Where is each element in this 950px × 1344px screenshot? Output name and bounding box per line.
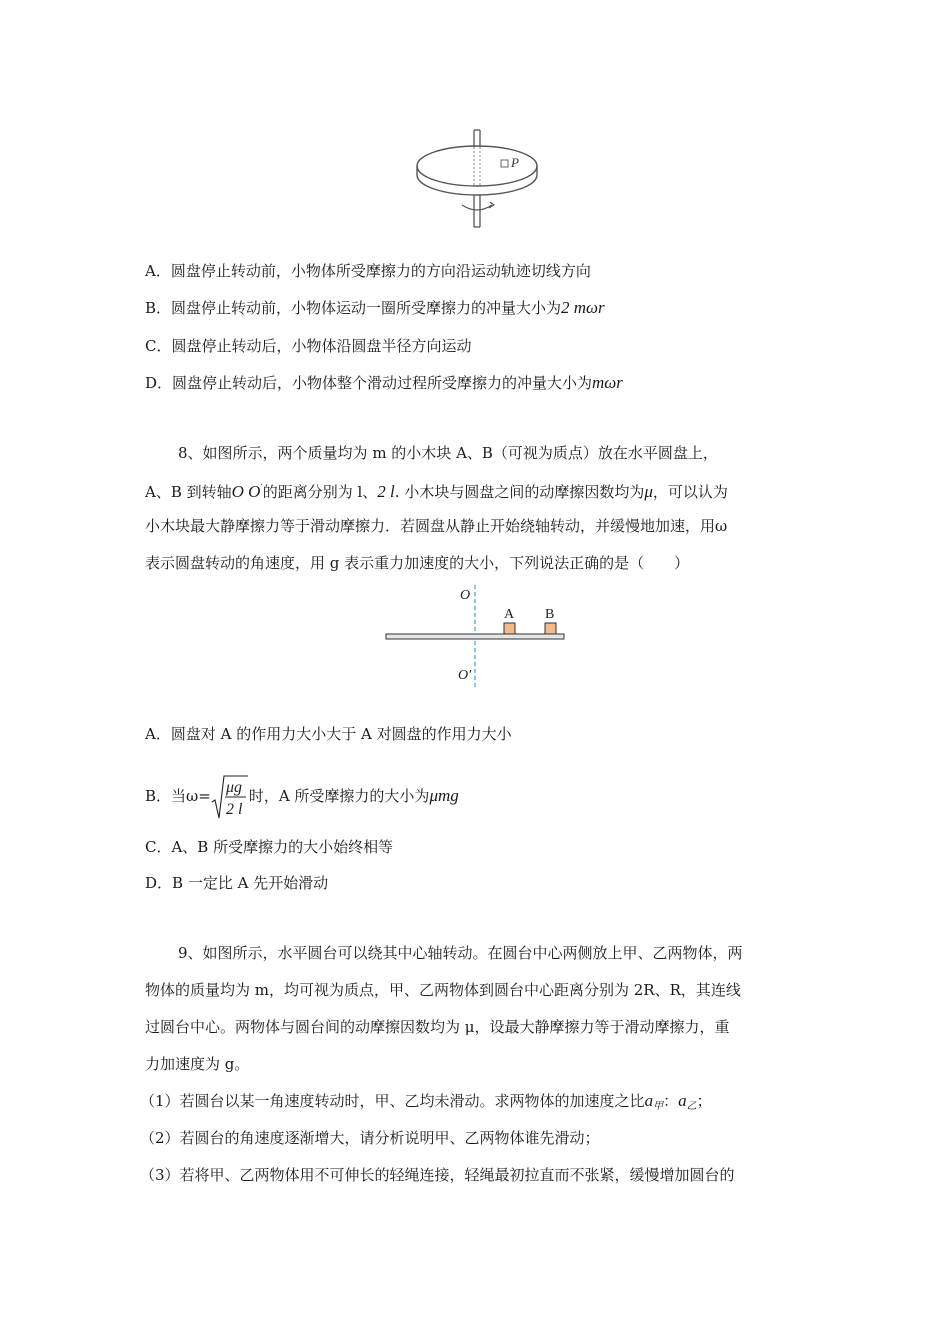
- q8-stem-line2-b: 的距离分别为 l、: [262, 483, 378, 501]
- block-label: P: [511, 155, 519, 170]
- q7-option-d: [145, 372, 623, 394]
- q7-option-a: A．圆盘停止转动前，小物体所受摩擦力的方向沿运动轨迹切线方向: [145, 262, 591, 280]
- q8-option-c: C．A、B 所受摩擦力的大小始终相等: [145, 838, 394, 856]
- q7-option-c: C．圆盘停止转动后，小物体沿圆盘半径方向运动: [145, 337, 472, 355]
- q8-option-b-a: B．当ω=: [145, 787, 211, 805]
- fraction-numerator: μg: [225, 779, 242, 796]
- accel-symbol-2: a: [678, 1091, 687, 1110]
- q8-stem-line2-c: . 小木块与圆盘之间的动摩擦因数均为: [394, 483, 645, 501]
- block-label-a: A: [504, 607, 515, 622]
- q7-option-b: [145, 297, 605, 319]
- q9-stem-line1: 9、如图所示，水平圆台可以绕其中心轴转动。在圆台中心两侧放上甲、乙两物体，两: [178, 944, 743, 962]
- axis-label-o-prime: O′: [458, 668, 472, 683]
- q9-sub1-end: ；: [696, 1092, 712, 1110]
- q8-option-b-b: 时，A 所受摩擦力的大小为: [248, 787, 430, 805]
- q8-stem-line4: 表示圆盘转动的角速度，用 g 表示重力加速度的大小，下列说法正确的是（ ）: [145, 554, 690, 572]
- q9-stem-line4: 力加速度为 g。: [145, 1055, 250, 1073]
- q9-sub1-text: （1）若圆台以某一角速度转动时，甲、乙均未滑动。求两物体的加速度之比: [140, 1092, 645, 1110]
- q9-subquestion-2: （2）若圆台的角速度逐渐增大，请分析说明甲、乙两物体谁先滑动；: [140, 1129, 600, 1147]
- q8-option-b: [145, 768, 459, 824]
- q8-axis-prime: ′: [260, 483, 263, 494]
- sqrt-fraction: [211, 774, 249, 820]
- q8-stem-line1: 8、如图所示，两个质量均为 m 的小木块 A、B（可视为质点）放在水平圆盘上，: [178, 444, 718, 462]
- block-label-b: B: [545, 607, 555, 622]
- q8-disc-figure: [380, 585, 570, 690]
- q8-option-b-math: μmg: [429, 786, 459, 805]
- q8-stem-line2: [145, 478, 728, 503]
- accel-subscript-2: 乙: [686, 1101, 697, 1112]
- rotating-disc-figure: [410, 125, 550, 235]
- accel-subscript-1: 甲: [653, 1101, 664, 1112]
- q9-stem-line3: 过圆台中心。两物体与圆台间的动摩擦因数均为 μ，设最大静摩擦力等于滑动摩擦力，重: [145, 1018, 730, 1036]
- q9-subquestion-1: [140, 1090, 712, 1118]
- q8-axis-symbol: O O: [231, 482, 261, 501]
- q8-two-l: 2 l: [377, 482, 395, 501]
- q9-stem-line2: 物体的质量均为 m，均可视为质点，甲、乙两物体到圆台中心距离分别为 2R、R，其连线: [145, 981, 741, 999]
- q8-stem-line3: 小木块最大静摩擦力等于滑动摩擦力．若圆盘从静止开始绕轴转动，并缓慢地加速，用ω: [145, 517, 728, 535]
- axis-label-o: O: [460, 588, 471, 603]
- fraction-denominator: 2 l: [225, 801, 243, 818]
- q8-option-d: D．B 一定比 A 先开始滑动: [145, 874, 329, 892]
- q7-option-b-text: B．圆盘停止转动前，小物体运动一圈所受摩擦力的冲量大小为: [145, 299, 562, 317]
- q7-option-b-math: 2 mωr: [561, 298, 605, 317]
- q8-stem-line2-a: A、B 到转轴: [145, 483, 232, 501]
- q7-option-d-text: D．圆盘停止转动后，小物体整个滑动过程所受摩擦力的冲量大小为: [145, 374, 593, 392]
- q8-stem-line2-d: ，可以认为: [652, 483, 728, 501]
- q9-subquestion-3: （3）若将甲、乙两物体用不可伸长的轻绳连接，轻绳最初拉直而不张紧，缓慢增加圆台的: [140, 1166, 735, 1184]
- ratio-colon: ：: [663, 1092, 679, 1110]
- q8-mu: μ: [644, 482, 653, 501]
- q7-option-d-math: mωr: [592, 373, 623, 392]
- q8-option-a: A．圆盘对 A 的作用力大小大于 A 对圆盘的作用力大小: [145, 725, 512, 743]
- accel-symbol-1: a: [644, 1091, 654, 1110]
